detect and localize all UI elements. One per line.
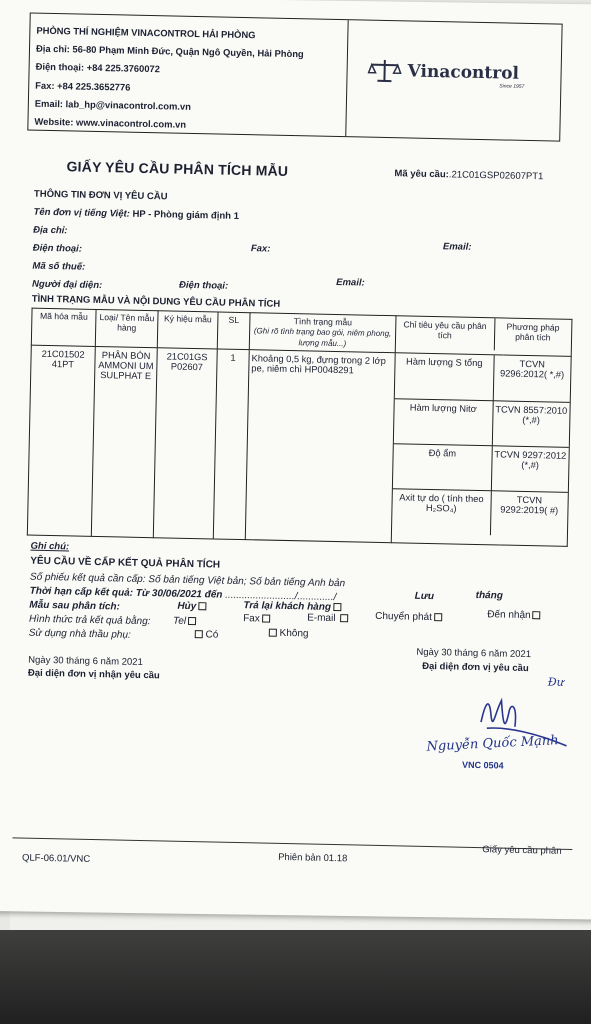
header-criteria: Chỉ tiêu yêu cầu phân tích xyxy=(396,316,495,350)
destroy-option[interactable] xyxy=(177,601,206,613)
receiver-title xyxy=(28,668,160,682)
client-rep-email-label: Email: xyxy=(336,276,365,289)
lab-fax: Fax: +84 225.3652776 xyxy=(35,79,131,93)
test-method: TCVN 9297:2012 (*,#) xyxy=(491,445,569,492)
footer-version: Phiên bản 01.18 xyxy=(278,851,348,865)
samples-table xyxy=(27,308,573,547)
request-code xyxy=(394,168,543,182)
post-label: Chuyển phát xyxy=(375,610,433,624)
logo-since: Since 1957 xyxy=(499,83,525,90)
no-label: Không xyxy=(279,627,309,640)
header-method: Phương pháp phân tích xyxy=(506,321,560,343)
logo-wordmark: Vinacontrol xyxy=(407,61,520,84)
result-request-title: YÊU CẦU VỀ CẤP KẾT QUẢ PHÂN TÍCH xyxy=(30,555,221,571)
tests-inner-table xyxy=(392,353,571,537)
test-criterion: Axit tự do ( tính theo H₂SO₄) xyxy=(392,488,491,535)
cell-goods-code: 21C01502 41PT xyxy=(27,345,95,536)
cell-tests xyxy=(391,353,571,547)
subcontract-no-option[interactable] xyxy=(267,628,309,640)
fax-label: Fax xyxy=(243,613,260,625)
lab-email: Email: lab_hp@vinacontrol.com.vn xyxy=(34,97,192,112)
pickup-checkbox[interactable] xyxy=(533,612,541,620)
request-code-value: .21C01GSP02607PT1 xyxy=(448,169,544,183)
fax-option[interactable] xyxy=(243,613,270,625)
requester-title-text: Đại diện đơn vị yêu cầu xyxy=(422,660,529,675)
client-name-label: Tên đơn vị tiếng Việt: xyxy=(33,206,130,220)
client-rep-phone-label: Điện thoại: xyxy=(178,279,229,292)
header-condition-note: (Ghi rõ tình trạng bao gói, niêm phong, lượng mẫu...) xyxy=(253,326,392,349)
client-email-label: Email: xyxy=(442,241,472,253)
cell-qty: 1 xyxy=(213,349,249,540)
header-goods-code: Mã hóa mẫu xyxy=(31,308,96,346)
tel-option[interactable] xyxy=(173,616,196,627)
signer-code: VNC 0504 xyxy=(462,759,504,771)
test-method: TCVN 9292:2019( #) xyxy=(500,494,559,516)
client-address-label: Địa chỉ: xyxy=(33,224,68,237)
client-tax-label: Mã số thuế: xyxy=(32,260,86,273)
receiver-title-text: Đại diện đơn vị nhận yêu cầu xyxy=(27,667,160,682)
lab-contact-block xyxy=(28,14,348,137)
table-row xyxy=(27,345,571,546)
no-checkbox[interactable] xyxy=(269,629,277,637)
header-sample-id: Ký hiệu mẫu xyxy=(157,311,218,349)
client-name-row xyxy=(33,207,239,222)
requester-title xyxy=(422,661,529,674)
deadline-dots: ........................./............./ xyxy=(225,589,337,604)
cell-goods-type: PHÂN BÓN AMMONI UM SULPHAT E xyxy=(91,346,157,537)
header-condition xyxy=(249,313,396,353)
subcontract-label: Sử dụng nhà thầu phụ: xyxy=(28,627,131,641)
pickup-label: Đến nhận xyxy=(487,609,531,622)
return-label: Trả lại khách hàng xyxy=(243,600,332,613)
test-criterion: Hàm lượng Nitơ xyxy=(394,398,493,445)
return-option[interactable] xyxy=(243,600,341,613)
header-criteria-method xyxy=(395,316,572,357)
page-content xyxy=(11,13,590,925)
footer-doc-title: Giấy yêu cầu phân xyxy=(482,844,562,857)
post-option[interactable] xyxy=(375,611,442,623)
month-label: tháng xyxy=(475,589,503,602)
form-title: GIẤY YÊU CẦU PHÂN TÍCH MẪU xyxy=(66,158,289,179)
footer-form-code: QLF-06.01/VNC xyxy=(21,852,91,865)
client-section-title: THÔNG TIN ĐƠN VỊ YÊU CẦU xyxy=(33,188,168,203)
tel-checkbox[interactable] xyxy=(188,617,196,625)
destroy-label: Hủy xyxy=(177,600,197,613)
fax-checkbox[interactable] xyxy=(262,615,270,623)
subcontract-yes-option[interactable] xyxy=(193,629,219,641)
store-label: Lưu xyxy=(414,590,435,603)
client-phone-label: Điện thoại: xyxy=(32,242,83,255)
header-qty: SL xyxy=(217,312,250,350)
header-inner-table xyxy=(396,316,572,352)
stamp-fragment: Đư xyxy=(547,675,564,689)
notes-title: Ghi chú: xyxy=(30,540,70,553)
test-method: TCVN 8557:2010 (*,#) xyxy=(492,400,570,447)
request-code-label: Mã yêu cầu: xyxy=(394,168,449,181)
after-analysis-label: Mẫu sau phân tích: xyxy=(29,599,121,613)
lab-address: Địa chỉ: 56-80 Phạm Minh Đức, Quận Ngô Quyền, Hải Phòng xyxy=(35,42,304,60)
lab-header xyxy=(27,13,562,142)
test-row xyxy=(393,443,569,492)
test-row xyxy=(395,353,571,402)
test-row xyxy=(392,488,568,537)
pickup-option[interactable] xyxy=(487,609,541,621)
post-checkbox[interactable] xyxy=(434,613,442,621)
copies-line: Số phiếu kết quả cần cấp: Số bản tiếng Việt bản; Số bản tiếng Anh bản xyxy=(29,571,346,590)
cell-sample-id: 21C01GS P02607 xyxy=(153,348,217,539)
header-goods-type: Loại/ Tên mẫu hàng xyxy=(95,309,158,347)
signer-name: Nguyễn Quốc Mạnh xyxy=(426,733,559,755)
deadline-label: Thời hạn cấp kết quả: Từ 30/06/2021 đến xyxy=(29,585,223,601)
test-row xyxy=(394,398,570,447)
yes-checkbox[interactable] xyxy=(195,630,203,638)
email-checkbox[interactable] xyxy=(340,614,348,622)
receiver-date: Ngày 30 tháng 6 năm 2021 xyxy=(28,654,143,669)
lab-phone: Điện thoại: +84 225.3760072 xyxy=(35,61,161,75)
yes-label: Có xyxy=(205,629,219,641)
requester-date: Ngày 30 tháng 6 năm 2021 xyxy=(416,646,532,661)
desk-surface xyxy=(0,930,591,1024)
vinacontrol-logo xyxy=(367,53,548,97)
destroy-checkbox[interactable] xyxy=(198,603,206,611)
client-fax-label: Fax: xyxy=(250,243,271,255)
tel-label: Tel xyxy=(172,615,187,627)
email-label: E-mail xyxy=(307,612,336,625)
delivery-label: Hình thức trả kết quả bằng: xyxy=(28,613,151,628)
scales-icon xyxy=(367,57,402,86)
client-rep-label: Người đại diện: xyxy=(31,278,103,292)
client-name-value: HP - Phòng giám định 1 xyxy=(132,208,240,222)
lab-website: Website: www.vinacontrol.com.vn xyxy=(34,115,187,130)
samples-section-title: TÌNH TRẠNG MẪU VÀ NỘI DUNG YÊU CẦU PHÂN TÍCH xyxy=(31,293,281,310)
lab-name: PHÒNG THÍ NGHIỆM VINACONTROL HẢI PHÒNG xyxy=(36,24,256,41)
test-criterion: Độ ẩm xyxy=(393,443,492,490)
test-method: TCVN 9296:2012( *,#) xyxy=(493,355,571,402)
cell-condition: Khoảng 0,5 kg, đựng trong 2 lớp pe, niêm chì HP0048291 xyxy=(245,350,395,543)
email-option[interactable] xyxy=(307,612,348,624)
header-condition-title: Tình trạng mẫu xyxy=(293,316,353,328)
return-checkbox[interactable] xyxy=(333,603,341,611)
test-criterion: Hàm lượng S tổng xyxy=(395,353,494,400)
